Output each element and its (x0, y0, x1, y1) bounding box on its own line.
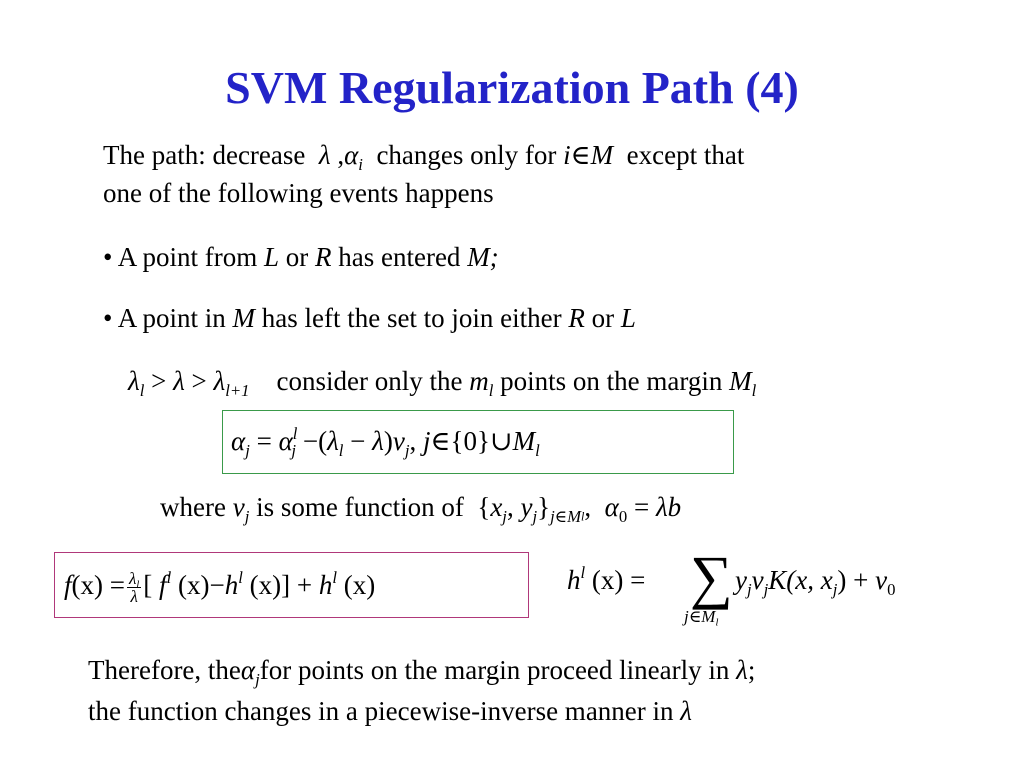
y: y (735, 565, 747, 595)
subscript-0: 0 (618, 506, 628, 526)
superscript-l: l (332, 568, 337, 588)
margin-set-M: M (729, 366, 752, 396)
subscript-l-plus-1: l+1 (225, 380, 250, 400)
lambda: λ (736, 655, 748, 685)
f: f (64, 570, 72, 600)
subscript-j: j (244, 506, 250, 526)
minus: − (302, 426, 319, 456)
subscript-j: j (245, 440, 250, 460)
b: b (667, 492, 682, 522)
arg-x: (x) (343, 570, 376, 600)
subscript-l: l (581, 509, 585, 524)
intro-text-2: changes only for (376, 140, 557, 170)
superscript-l: l (238, 568, 243, 588)
subscript-l: l (535, 440, 540, 460)
lambda: λ (655, 492, 668, 522)
y: y (520, 492, 533, 522)
element-of-symbol: ∈ (430, 426, 451, 456)
bullet-mark: • (103, 303, 113, 333)
bullet-mark: • (103, 242, 113, 272)
bullet1-text-3: has entered (338, 242, 461, 272)
kernel-args: (x, x (786, 565, 833, 595)
conclusion-line-2 (88, 694, 692, 728)
bullet2-text-2: has left the set to join either (261, 303, 562, 333)
summation-sign: ∑ (690, 544, 733, 610)
bullet-entered (103, 240, 499, 274)
comma: , (584, 492, 592, 522)
conclusion-text-1: Therefore, the (88, 655, 241, 685)
subscript-l: l (136, 579, 140, 591)
element-of-symbol: ∈ (570, 140, 591, 170)
conclusion-line-1 (88, 653, 755, 687)
greater-than: > (191, 366, 207, 396)
conclusion-text-2: for points on the margin proceed linearly in (259, 655, 730, 685)
minus: − (350, 426, 366, 456)
set-R: R (315, 242, 332, 272)
where-text: where (160, 492, 226, 522)
lambda-l: λ (128, 366, 140, 396)
set-M: M (590, 140, 614, 170)
lambda: λ (372, 426, 384, 456)
right-bracket: ] (281, 570, 291, 600)
alpha: α (278, 426, 293, 456)
f: f (159, 570, 167, 600)
fraction-numerator (127, 569, 141, 591)
bullet1-text-2: or (285, 242, 309, 272)
alpha: α (240, 655, 256, 685)
alpha: α (231, 426, 246, 456)
left-paren: ( (318, 426, 328, 456)
fraction-denominator: λ (130, 587, 138, 607)
lambda: λ (128, 569, 137, 589)
h-equation-lhs (567, 563, 645, 597)
superscript-l: l (580, 563, 586, 583)
bullet2-text-3: or (591, 303, 615, 333)
subscript-j: j (255, 669, 260, 689)
alpha-0: α (604, 492, 619, 522)
lambda-range-line (128, 364, 756, 398)
h: h (318, 570, 333, 600)
where-line (160, 490, 681, 524)
nu: ν (392, 426, 405, 456)
alpha-symbol: α (344, 140, 359, 170)
plus: + (296, 570, 313, 600)
equals: = (109, 570, 125, 600)
equals: = (633, 492, 650, 522)
intro-line-1 (103, 138, 744, 172)
arg-x: (x) (249, 570, 282, 600)
subscript-l: l (139, 380, 145, 400)
lambda: λ (680, 696, 692, 726)
h: h (567, 565, 581, 595)
index-j: j (423, 426, 431, 456)
bullet-left (103, 301, 636, 335)
lambda-l-plus-1: λ (213, 366, 226, 396)
subscript-j: j (404, 440, 410, 460)
set-L: L (263, 242, 279, 272)
union-symbol: ∪ (489, 426, 513, 456)
equals: = (630, 565, 646, 595)
alpha-update-equation (231, 424, 540, 458)
where-text-2: is some function of (256, 492, 464, 522)
subscript-l: l (488, 380, 494, 400)
minus: − (209, 570, 225, 600)
range-text-1: consider only the (276, 366, 463, 396)
conclusion-text-3: the function changes in a piecewise-inverse manner in (88, 696, 674, 726)
equals: = (256, 426, 272, 456)
subscript-j: j (832, 579, 838, 599)
f-equation-box (54, 552, 529, 618)
subscript-j: j (291, 440, 297, 460)
set-L: L (620, 303, 636, 333)
right-paren: ) (837, 565, 847, 595)
summation-limits (684, 607, 718, 627)
intro-text-1: The path: decrease (103, 140, 306, 170)
range-text-2: points on the margin (500, 366, 723, 396)
comma: , (337, 140, 345, 170)
arg-x: (x) (591, 565, 624, 595)
f-equation (64, 568, 375, 605)
zero-set: {0} (450, 426, 490, 456)
semicolon: ; (747, 655, 756, 685)
right-paren: ) (383, 426, 393, 456)
nu-0: ν (875, 565, 888, 595)
greater-than: > (151, 366, 167, 396)
lambda-ratio-fraction (127, 570, 141, 605)
comma: , (506, 492, 514, 522)
superscript-l: l (166, 568, 172, 588)
arg-x: (x) (71, 570, 103, 600)
subscript-j: j (502, 506, 507, 526)
h: h (224, 570, 239, 600)
set-R: R (568, 303, 585, 333)
superscript-l: l (292, 424, 298, 444)
summation-index: j∈M (684, 607, 716, 626)
right-brace: } (537, 492, 551, 522)
arg-x: (x) (177, 570, 210, 600)
subscript-j: j (746, 579, 752, 599)
lambda-symbol: λ (318, 140, 331, 170)
subscript-l: l (751, 380, 757, 400)
index-i: i (563, 140, 571, 170)
set-subscript: j∈M (550, 506, 582, 526)
nu: ν (232, 492, 245, 522)
x: x (490, 492, 503, 522)
bullet1-text-1: A point from (117, 242, 258, 272)
comma: , (409, 426, 417, 456)
subscript-l: l (715, 617, 719, 629)
h-equation-rhs (735, 563, 896, 597)
nu: ν (751, 565, 764, 595)
set-M: M (232, 303, 255, 333)
subscript-l: l (338, 440, 344, 460)
margin-set-M: M (512, 426, 536, 456)
m-l: m (469, 366, 489, 396)
set-M: M; (467, 242, 499, 272)
subscript-i: i (358, 154, 363, 174)
intro-line-2: one of the following events happens (103, 178, 494, 208)
left-brace: { (477, 492, 491, 522)
subscript-0: 0 (887, 579, 896, 599)
kernel-K: K (768, 565, 787, 595)
lambda: λ (327, 426, 339, 456)
subscript-j: j (763, 579, 769, 599)
subscript-j: j (532, 506, 538, 526)
bullet2-text-1: A point in (117, 303, 226, 333)
alpha-update-equation-box (222, 410, 734, 474)
slide-title: SVM Regularization Path (4) (225, 62, 799, 113)
plus: + (853, 565, 869, 595)
lambda: λ (173, 366, 185, 396)
left-bracket: [ (143, 570, 153, 600)
intro-text-3: except that (626, 140, 745, 170)
